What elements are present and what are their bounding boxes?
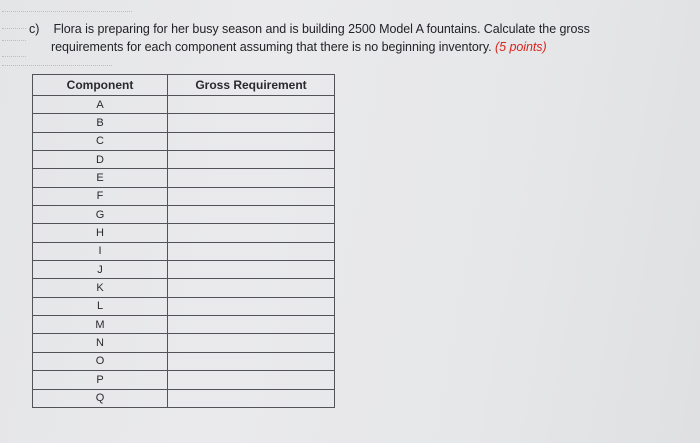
table-row (33, 242, 335, 260)
table-row (33, 96, 335, 114)
table-row (33, 389, 335, 408)
component-cell: A (33, 96, 168, 114)
gross-requirement-header: Gross Requirement (168, 75, 335, 96)
component-cell: L (33, 297, 168, 315)
gross-requirement-cell[interactable] (168, 297, 335, 315)
table-row (33, 261, 335, 279)
table-body (33, 96, 335, 408)
gross-requirement-cell[interactable] (168, 261, 335, 279)
faint-dotted-guide (2, 65, 112, 67)
table-row (33, 334, 335, 352)
component-cell: P (33, 371, 168, 389)
table-row (33, 151, 335, 169)
table-header-row (33, 75, 335, 96)
gross-requirement-cell[interactable] (168, 187, 335, 205)
gross-requirement-cell[interactable] (168, 151, 335, 169)
question-text (29, 20, 669, 56)
question-line-1: Flora is preparing for her busy season and is building 2500 Model A fountains. Calculate the gross (53, 22, 590, 36)
component-cell: B (33, 114, 168, 132)
table-row (33, 169, 335, 187)
gross-requirement-cell[interactable] (168, 224, 335, 242)
gross-requirements-table (32, 74, 335, 408)
table-row (33, 371, 335, 389)
gross-requirement-cell[interactable] (168, 279, 335, 297)
component-cell: G (33, 206, 168, 224)
component-cell: I (33, 242, 168, 260)
table-row (33, 114, 335, 132)
question-line-2-wrapper (51, 38, 669, 56)
points-label: (5 points) (495, 40, 547, 54)
gross-requirement-cell[interactable] (168, 316, 335, 334)
table-row (33, 316, 335, 334)
table-row (33, 187, 335, 205)
component-cell: C (33, 132, 168, 150)
component-cell: J (33, 261, 168, 279)
gross-requirement-cell[interactable] (168, 389, 335, 408)
component-cell: O (33, 352, 168, 370)
component-cell: H (33, 224, 168, 242)
gross-requirement-cell[interactable] (168, 169, 335, 187)
table-row (33, 132, 335, 150)
gross-requirement-cell[interactable] (168, 242, 335, 260)
component-cell: K (33, 279, 168, 297)
gross-requirements-table-wrapper (32, 74, 334, 408)
gross-requirement-cell[interactable] (168, 371, 335, 389)
component-cell: Q (33, 389, 168, 408)
gross-requirement-cell[interactable] (168, 114, 335, 132)
table-row (33, 206, 335, 224)
faint-dotted-guide (2, 40, 26, 42)
table-row (33, 297, 335, 315)
gross-requirement-cell[interactable] (168, 206, 335, 224)
component-cell: F (33, 187, 168, 205)
component-cell: M (33, 316, 168, 334)
question-line-2: requirements for each component assuming that there is no beginning inventory. (51, 40, 492, 54)
faint-dotted-guide (2, 56, 26, 58)
component-header: Component (33, 75, 168, 96)
table-row (33, 352, 335, 370)
gross-requirement-cell[interactable] (168, 334, 335, 352)
gross-requirement-cell[interactable] (168, 132, 335, 150)
component-cell: N (33, 334, 168, 352)
table-row (33, 279, 335, 297)
question-label: c) (29, 22, 40, 36)
table-row (33, 224, 335, 242)
faint-dotted-guide (2, 11, 132, 13)
gross-requirement-cell[interactable] (168, 96, 335, 114)
component-cell: D (33, 151, 168, 169)
component-cell: E (33, 169, 168, 187)
faint-dotted-guide (2, 28, 26, 30)
gross-requirement-cell[interactable] (168, 352, 335, 370)
